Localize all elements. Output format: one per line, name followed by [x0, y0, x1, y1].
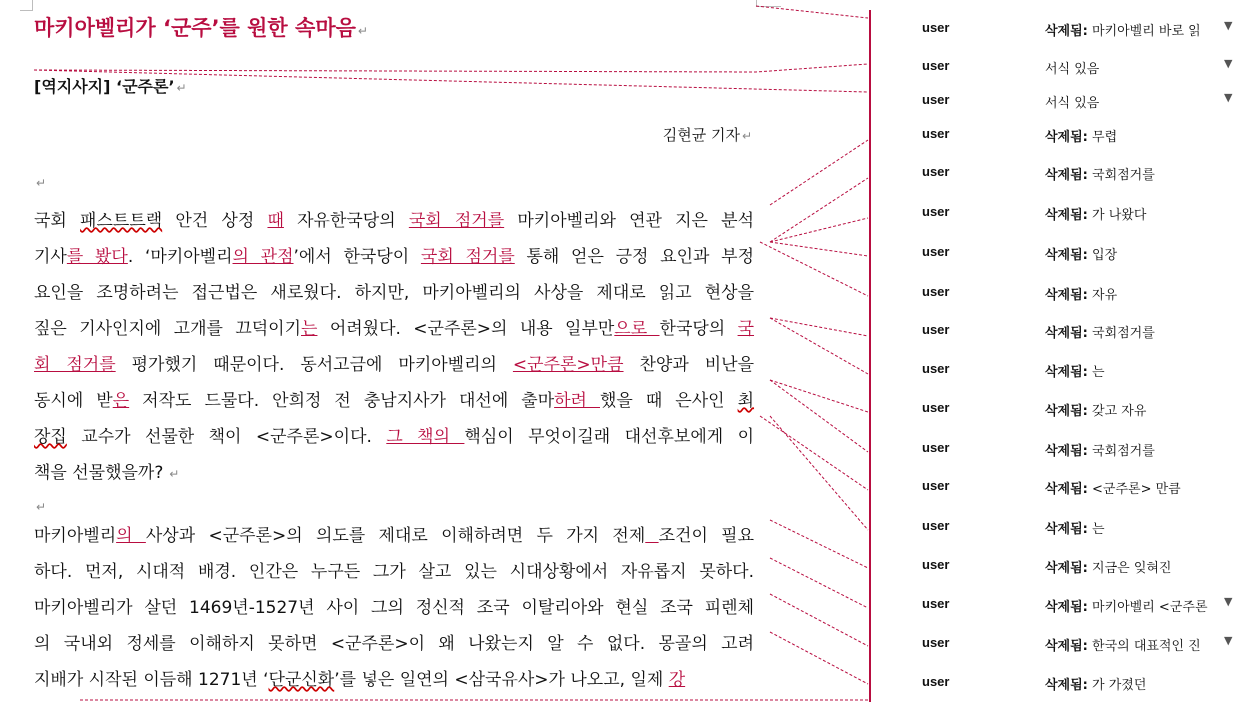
text-line: [34, 203, 754, 239]
markup-balloon[interactable]: [872, 357, 1242, 383]
balloon-content: [1045, 126, 1225, 145]
tracked-insertion: 강: [668, 670, 686, 690]
balloon-text: 지금은 잊혀진: [1087, 561, 1172, 576]
text-run: 평가했기 때문이다. 동서고금에 마키아벨리의: [115, 355, 513, 375]
text-run: 마키아벨리: [34, 526, 117, 546]
balloon-author: user: [922, 204, 950, 219]
body-paragraph-2[interactable]: [34, 518, 754, 698]
text-run: 마키아벨리와 연관 지은 분석: [504, 211, 755, 231]
article-byline[interactable]: [663, 124, 752, 145]
tracked-insertion: 국회 점거를: [408, 211, 505, 231]
balloon-content: [1045, 58, 1225, 77]
body-paragraph-1[interactable]: [34, 203, 754, 491]
text-run: 통해 얻은 긍정 요인과 부정: [514, 247, 755, 267]
markup-balloon-pane: [872, 0, 1242, 702]
text-run: 요인을 조명하려는 접근법은 새로웠다. 하지만, 마키아벨리의 사상을 제대로 읽고 현상을: [34, 283, 754, 303]
tracked-insertion: 때: [267, 211, 284, 231]
tracked-insertion: 그 책의: [386, 427, 465, 447]
balloon-author: user: [922, 322, 950, 337]
text-run: 마키아벨리가 살던 1469년-1527년 사이 그의 정신적 조국 이탈리아와 현실 조국 피렌체: [34, 598, 754, 618]
text-line: [34, 626, 754, 662]
balloon-text: 마키아벨리 <군주론: [1087, 600, 1208, 615]
markup-balloon[interactable]: [872, 396, 1242, 422]
balloon-text: 국회점거를: [1087, 168, 1155, 183]
markup-balloon[interactable]: [872, 54, 1242, 80]
balloon-content: [1045, 361, 1225, 380]
markup-balloon[interactable]: [872, 592, 1242, 618]
text-run: 교수가 선물한 책이 <군주론>이다.: [66, 427, 387, 447]
balloon-change-type: 삭제됨:: [1045, 444, 1088, 459]
tracked-insertion: 의: [116, 526, 146, 546]
markup-balloon[interactable]: [872, 474, 1242, 500]
balloon-change-type: 삭제됨:: [1045, 130, 1088, 145]
balloon-text: 갖고 자유: [1087, 404, 1147, 419]
balloon-change-type: 삭제됨:: [1045, 404, 1088, 419]
paragraph-mark: ↵: [36, 176, 47, 190]
tracked-insertion: 를 봤다: [66, 247, 128, 267]
markup-balloon[interactable]: [872, 318, 1242, 344]
balloon-content: [1045, 20, 1225, 39]
tracked-insertion: <군주론>만큼: [512, 355, 624, 375]
balloon-change-type: 삭제됨:: [1045, 326, 1088, 341]
text-run: 짚은 기사인지에 고개를 끄덕이기: [34, 319, 302, 339]
markup-balloon[interactable]: [872, 436, 1242, 462]
balloon-author: user: [922, 58, 950, 73]
spelling-flag: 단군신화: [268, 670, 335, 690]
balloon-author: user: [922, 244, 950, 259]
text-run: 했을 때 은사인: [600, 391, 738, 411]
balloon-author: user: [922, 635, 950, 650]
empty-paragraph[interactable]: [34, 172, 46, 191]
text-run: 동시에 받: [34, 391, 113, 411]
change-bar: [869, 10, 871, 702]
balloon-expand-arrow-icon[interactable]: ▼: [1224, 19, 1233, 32]
text-run: ’를 넣은 일연의 <삼국유사>가 나오고, 일제: [334, 670, 669, 690]
paragraph-mark: ↵: [741, 129, 752, 143]
text-run: 지배가 시작된 이듬해 1271년 ‘: [34, 670, 269, 690]
balloon-expand-arrow-icon[interactable]: ▼: [1224, 595, 1233, 608]
text-run: 국회: [34, 211, 81, 231]
paragraph-mark: ↵: [165, 467, 180, 481]
markup-balloon[interactable]: [872, 631, 1242, 657]
balloon-content: [1045, 596, 1225, 615]
text-run: 기사: [34, 247, 67, 267]
markup-balloon[interactable]: [872, 88, 1242, 114]
text-run: 어려웠다. <군주론>의 내용 일부만: [317, 319, 615, 339]
tracked-insertion: 는: [301, 319, 318, 339]
markup-balloon[interactable]: [872, 16, 1242, 42]
text-run: 하다. 먼저, 시대적 배경. 인간은 누구든 그가 살고 있는 시대상황에서 자유롭지 못하다.: [34, 562, 754, 582]
balloon-content: [1045, 164, 1225, 183]
markup-balloon[interactable]: [872, 122, 1242, 148]
balloon-author: user: [922, 20, 950, 35]
paragraph-mark: ↵: [357, 24, 368, 38]
spelling-flag: 패스트트랙: [80, 211, 163, 231]
tracked-insertion: 은: [112, 391, 130, 411]
balloon-change-type: 삭제됨:: [1045, 288, 1088, 303]
balloon-text: 국회점거를: [1087, 326, 1155, 341]
markup-balloon[interactable]: [872, 553, 1242, 579]
text-run: ’에서 한국당이: [293, 247, 421, 267]
balloon-content: [1045, 400, 1225, 419]
text-line: [34, 662, 754, 698]
spelling-flag: 최: [737, 391, 755, 411]
balloon-author: user: [922, 557, 950, 572]
tracked-insertion: 의 관점: [232, 247, 294, 267]
text-run: 사상과 <군주론>의 의도를 제대로 이해하려면 두 가지 전제: [145, 526, 646, 546]
empty-paragraph[interactable]: [34, 496, 46, 515]
text-run: 책을 선물했을까?: [34, 463, 164, 483]
balloon-content: [1045, 92, 1225, 111]
balloon-change-type: 삭제됨:: [1045, 248, 1088, 263]
balloon-content: [1045, 204, 1225, 223]
balloon-text: 서식 있음: [1045, 96, 1100, 111]
balloon-content: [1045, 635, 1225, 654]
balloon-author: user: [922, 674, 950, 689]
article-title-text: 마키아벨리가 ‘군주’를 원한 속마음: [34, 16, 356, 40]
balloon-expand-arrow-icon[interactable]: ▼: [1224, 91, 1233, 104]
balloon-content: [1045, 674, 1225, 693]
text-line: [34, 383, 754, 419]
balloon-author: user: [922, 478, 950, 493]
balloon-change-type: 삭제됨:: [1045, 168, 1088, 183]
balloon-expand-arrow-icon[interactable]: ▼: [1224, 57, 1233, 70]
balloon-text: 무렵: [1087, 130, 1118, 145]
markup-balloon[interactable]: [872, 514, 1242, 540]
text-run: 자유한국당의: [283, 211, 409, 231]
text-line: [34, 518, 754, 554]
balloon-change-type: 삭제됨:: [1045, 365, 1088, 380]
balloon-text: 는: [1087, 365, 1105, 380]
paragraph-mark: ↵: [36, 500, 47, 514]
page-corner-mark-right: [756, 0, 781, 7]
markup-balloon[interactable]: [872, 160, 1242, 186]
byline-text: 김현균 기자: [662, 126, 740, 144]
article-subtitle[interactable]: [34, 74, 187, 97]
balloon-content: [1045, 478, 1225, 497]
balloon-author: user: [922, 361, 950, 376]
page-corner-mark-left: [20, 0, 33, 11]
article-subtitle-text: [역지사지] ‘군주론’: [34, 77, 175, 96]
balloon-change-type: 삭제됨:: [1045, 678, 1088, 693]
balloon-change-type: 삭제됨:: [1045, 208, 1088, 223]
balloon-author: user: [922, 518, 950, 533]
balloon-author: user: [922, 92, 950, 107]
balloon-text: 자유: [1087, 288, 1118, 303]
balloon-author: user: [922, 400, 950, 415]
balloon-text: 가 나왔다: [1087, 208, 1147, 223]
markup-balloon[interactable]: [872, 670, 1242, 696]
text-run: 저작도 드물다. 안희정 전 충남지사가 대선에 출마: [129, 391, 555, 411]
balloon-content: [1045, 284, 1225, 303]
text-run: . ‘마키아벨리: [127, 247, 233, 267]
balloon-author: user: [922, 596, 950, 611]
text-run: 의 국내외 정세를 이해하지 못하면 <군주론>이 왜 나왔는지 알 수 없다. 몽골의 고려: [34, 634, 754, 654]
balloon-expand-arrow-icon[interactable]: ▼: [1224, 634, 1233, 647]
balloon-content: [1045, 244, 1225, 263]
balloon-text: 입장: [1087, 248, 1118, 263]
balloon-change-type: 삭제됨:: [1045, 24, 1088, 39]
text-line: [34, 554, 754, 590]
spelling-flag: 장집: [34, 427, 67, 447]
balloon-text: 서식 있음: [1045, 62, 1100, 77]
balloon-author: user: [922, 440, 950, 455]
balloon-change-type: 삭제됨:: [1045, 522, 1088, 537]
balloon-content: [1045, 440, 1225, 459]
balloon-author: user: [922, 284, 950, 299]
balloon-text: 마키아벨리 바로 읽: [1087, 24, 1201, 39]
text-line: [34, 239, 754, 275]
text-line: [34, 590, 754, 626]
balloon-text: 한국의 대표적인 진: [1087, 639, 1201, 654]
balloon-text: 국회점거를: [1087, 444, 1155, 459]
tracked-insertion: 국: [737, 319, 755, 339]
balloon-content: [1045, 557, 1225, 576]
balloon-author: user: [922, 164, 950, 179]
text-run: 안건 상정: [162, 211, 268, 231]
text-line: [34, 455, 754, 491]
text-run: 조건이 필요: [658, 526, 755, 546]
balloon-content: [1045, 322, 1225, 341]
tracked-insertion: 하려: [554, 391, 600, 411]
markup-balloon[interactable]: [872, 280, 1242, 306]
balloon-text: <군주론> 만큼: [1087, 482, 1181, 497]
text-run: 한국당의: [659, 319, 738, 339]
text-line: [34, 419, 754, 455]
markup-balloon[interactable]: [872, 200, 1242, 226]
text-line: [34, 311, 754, 347]
balloon-text: 는: [1087, 522, 1105, 537]
text-run: 찬양과 비난을: [623, 355, 754, 375]
balloon-text: 가 가졌던: [1087, 678, 1147, 693]
balloon-change-type: 삭제됨:: [1045, 600, 1088, 615]
text-line: [34, 347, 754, 383]
balloon-content: [1045, 518, 1225, 537]
tracked-insertion: 으로: [614, 319, 660, 339]
paragraph-mark: ↵: [176, 81, 187, 95]
text-line: [34, 275, 754, 311]
balloon-change-type: 삭제됨:: [1045, 482, 1088, 497]
text-run: 핵심이 무엇이길래 대선후보에게 이: [464, 427, 754, 447]
markup-balloon[interactable]: [872, 240, 1242, 266]
balloon-change-type: 삭제됨:: [1045, 561, 1088, 576]
tracked-insertion: 국회 점거를: [420, 247, 515, 267]
article-title[interactable]: [34, 12, 368, 42]
tracked-insertion: [645, 526, 658, 546]
balloon-author: user: [922, 126, 950, 141]
balloon-change-type: 삭제됨:: [1045, 639, 1088, 654]
tracked-insertion: 회 점거를: [34, 355, 116, 375]
